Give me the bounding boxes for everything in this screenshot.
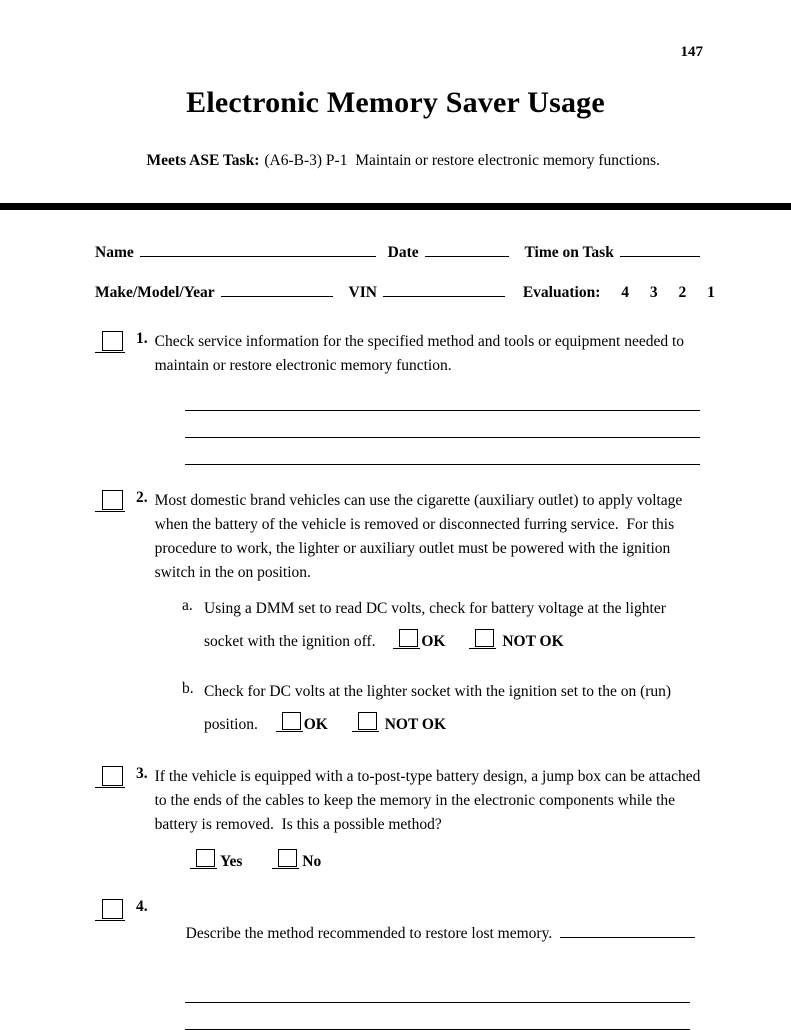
task-3-no-checkbox[interactable] — [272, 849, 299, 872]
task-1-answer-line-1[interactable] — [185, 384, 700, 411]
task-1-text: Check service information for the specified method and tools or equipment needed to maintain or restore electronic memory function. — [154, 333, 688, 375]
date-label: Date — [387, 244, 419, 261]
checkbox-square — [102, 766, 123, 786]
task-2b-text-continued: position. — [204, 716, 258, 734]
student-info-row-2 — [95, 282, 715, 302]
checkbox-square — [399, 629, 418, 647]
task-4-inline-answer-line[interactable] — [560, 923, 695, 938]
task-1-number: 1. — [136, 330, 148, 347]
ase-task-label: Meets ASE Task: — [146, 152, 260, 169]
name-label: Name — [95, 244, 134, 261]
checkbox-underline — [272, 868, 299, 869]
task-2a-ok-label: OK — [421, 633, 446, 651]
task-2a-text-line-1: Using a DMM set to read DC volts, check for battery voltage at the lighter — [204, 600, 666, 618]
evaluation-value-3[interactable]: 3 — [649, 284, 658, 301]
task-4-text: Describe the method recommended to restore lost memory. — [185, 925, 553, 943]
checkbox-square — [196, 849, 215, 867]
task-4-checkbox[interactable] — [95, 899, 125, 925]
checkbox-square — [358, 712, 377, 730]
task-4-text-wrap — [155, 898, 701, 970]
task-2a-text-continued: socket with the ignition off. — [204, 633, 376, 651]
task-2b-ok-checkbox[interactable] — [276, 712, 303, 735]
task-3-text: If the vehicle is equipped with a to-post-type battery design, a jump box can be attached to the ends of the cables to keep the memory in the electronic components while the battery is removed. Is this a possible method? — [154, 768, 705, 834]
task-2b-text-line-2 — [204, 712, 701, 737]
task-2a-not-ok-label: NOT OK — [502, 633, 564, 651]
make-model-year-label: Make/Model/Year — [95, 284, 215, 301]
task-3-number: 3. — [136, 765, 148, 783]
checkbox-square — [102, 899, 123, 919]
task-2a-label: a. — [182, 597, 193, 615]
task-1-answer-line-3[interactable] — [185, 438, 700, 465]
checkbox-square — [475, 629, 494, 647]
task-4-answer-area — [95, 976, 701, 1030]
task-2b-not-ok-checkbox[interactable] — [352, 712, 379, 735]
task-2-text: Most domestic brand vehicles can use the cigarette (auxiliary outlet) to apply voltage when the battery of the vehicle is removed or disconnected furring service. For this procedure to work, the lighter or auxiliary outlet must be powered with the ignition switch in the on position. — [154, 492, 687, 582]
checkbox-square — [102, 490, 123, 510]
evaluation-label: Evaluation: — [522, 284, 601, 301]
task-2a — [182, 597, 701, 654]
evaluation-value-4[interactable]: 4 — [621, 284, 629, 301]
task-4-number: 4. — [136, 898, 148, 916]
task-2a-not-ok-checkbox[interactable] — [469, 629, 496, 652]
checkbox-underline — [95, 787, 125, 788]
make-model-year-field-line[interactable] — [221, 282, 333, 297]
task-2a-text-line-2 — [204, 629, 701, 654]
task-3-yes-label: Yes — [220, 853, 243, 871]
time-on-task-label: Time on Task — [524, 244, 614, 261]
name-field-line[interactable] — [140, 242, 376, 257]
task-1-answer-line-2[interactable] — [185, 411, 700, 438]
task-item-3 — [95, 765, 705, 837]
task-1-answer-area — [95, 384, 701, 465]
task-1-checkbox[interactable] — [95, 331, 125, 357]
checkbox-square — [278, 849, 297, 867]
task-4-answer-line-1[interactable] — [185, 976, 690, 1003]
checkbox-underline — [190, 868, 217, 869]
task-3-yes-no-row — [190, 849, 701, 872]
checkbox-underline — [276, 731, 303, 732]
student-info-row-1 — [95, 242, 701, 262]
task-item-4 — [95, 898, 701, 970]
task-2b-body — [204, 680, 701, 737]
task-2b — [182, 680, 701, 737]
task-2b-label: b. — [182, 680, 194, 698]
page-title: Electronic Memory Saver Usage — [186, 86, 605, 119]
task-2b-not-ok-label: NOT OK — [384, 716, 446, 734]
task-3-checkbox[interactable] — [95, 766, 125, 792]
checkbox-underline — [352, 731, 379, 732]
task-item-2 — [95, 489, 701, 585]
date-field-line[interactable] — [425, 242, 509, 257]
checkbox-underline — [393, 648, 420, 649]
time-on-task-field-line[interactable] — [620, 242, 700, 257]
checkbox-underline — [95, 352, 125, 353]
vin-field-line[interactable] — [383, 282, 505, 297]
task-3-yes-checkbox[interactable] — [190, 849, 217, 872]
checkbox-underline — [95, 511, 125, 512]
evaluation-value-1[interactable]: 1 — [707, 284, 715, 301]
header-divider-rule — [0, 203, 791, 210]
evaluation-value-2[interactable]: 2 — [678, 284, 687, 301]
task-item-1 — [95, 330, 701, 378]
ase-task-text: (A6-B-3) P-1 Maintain or restore electronic memory functions. — [264, 152, 660, 169]
task-2-checkbox[interactable] — [95, 490, 125, 516]
task-4-answer-line-2[interactable] — [185, 1003, 690, 1030]
task-2b-ok-label: OK — [303, 716, 328, 734]
checkbox-underline — [469, 648, 496, 649]
checkbox-square — [282, 712, 301, 730]
worksheet-content — [0, 242, 791, 1030]
task-2-number: 2. — [136, 489, 148, 507]
vin-label: VIN — [348, 284, 377, 301]
task-3-no-label: No — [302, 853, 322, 871]
task-2a-ok-checkbox[interactable] — [393, 629, 420, 652]
checkbox-square — [102, 331, 123, 351]
ase-task-line — [0, 134, 791, 188]
task-2a-body — [204, 597, 701, 654]
page-number: 147 — [680, 44, 703, 60]
task-2b-text-line-1: Check for DC volts at the lighter socket with the ignition set to the on (run) — [204, 683, 672, 701]
checkbox-underline — [95, 920, 125, 921]
